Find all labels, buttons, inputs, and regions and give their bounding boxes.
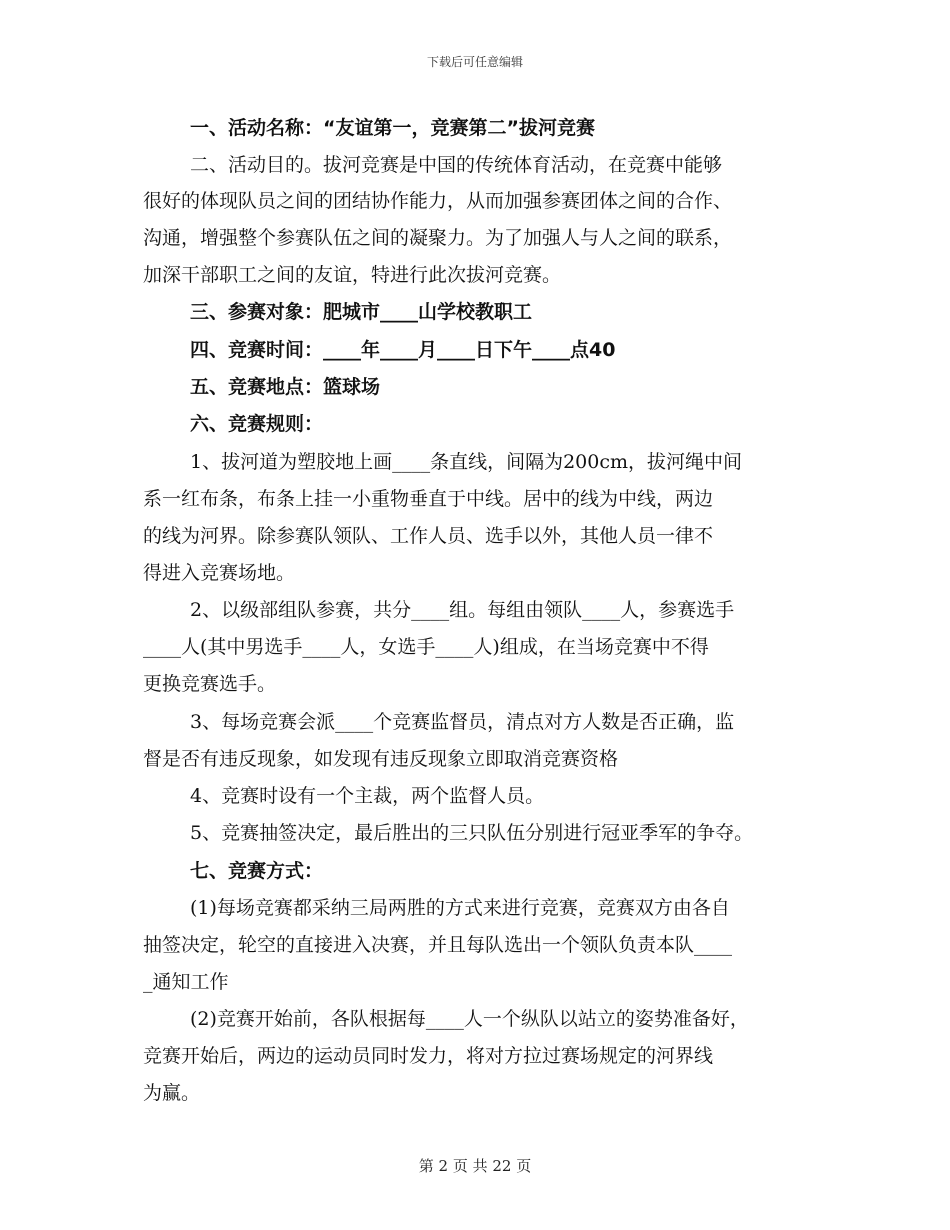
rule-2-line-2: ____人(其中男选手____人，女选手____人)组成，在当场竞赛中不得 <box>143 636 709 658</box>
method-1-line-3: _通知工作 <box>143 971 229 993</box>
section-2-line-2: 很好的体现队员之间的团结协作能力，从而加强参赛团体之间的合作、 <box>143 190 733 212</box>
section-7-method-heading: 七、竞赛方式： <box>190 860 324 882</box>
rule-3-line-2: 督是否有违反现象，如发现有违反现象立即取消竞赛资格 <box>143 748 619 770</box>
rule-2-line-3: 更换竞赛选手。 <box>143 673 277 695</box>
rule-5: 5、竞赛抽签决定，最后胜出的三只队伍分别进行冠亚季军的争夺。 <box>190 822 754 844</box>
rule-2-line-1: 2、以级部组队参赛，共分____组。每组由领队____人，参赛选手 <box>190 599 735 621</box>
rule-3-line-1: 3、每场竞赛会派____个竞赛监督员，清点对方人数是否正确，监 <box>190 711 735 733</box>
method-1-line-1: (1)每场竞赛都采纳三局两胜的方式来进行竞赛，竞赛双方由各自 <box>190 897 730 919</box>
method-2-line-1: (2)竞赛开始前，各队根据每____人一个纵队以站立的姿势准备好， <box>190 1008 749 1030</box>
section-3-participants: 三、参赛对象：肥城市____山学校教职工 <box>190 301 533 323</box>
section-2-line-4: 加深干部职工之间的友谊，特进行此次拔河竞赛。 <box>143 264 562 286</box>
section-2-line-1: 二、活动目的。拔河竞赛是中国的传统体育活动，在竞赛中能够 <box>190 154 723 176</box>
method-1-line-2: 抽签决定，轮空的直接进入决赛，并且每队选出一个领队负责本队____ <box>143 934 733 956</box>
rule-1-line-1: 1、拔河道为塑胶地上画____条直线，间隔为200cm，拔河绳中间 <box>190 451 743 473</box>
method-2-line-3: 为赢。 <box>143 1082 201 1104</box>
rule-4: 4、竞赛时设有一个主裁，两个监督人员。 <box>190 785 545 807</box>
section-5-venue: 五、竞赛地点：篮球场 <box>190 376 381 398</box>
rule-1-line-3: 的线为河界。除参赛队领队、工作人员、选手以外，其他人员一律不 <box>143 525 714 547</box>
page-header: 下载后可任意编辑 <box>426 55 523 69</box>
rule-1-line-4: 得进入竞赛场地。 <box>143 562 296 584</box>
section-6-rules-heading: 六、竞赛规则： <box>190 413 324 435</box>
method-2-line-2: 竞赛开始后，两边的运动员同时发力，将对方拉过赛场规定的河界线 <box>143 1045 714 1067</box>
section-1-activity-name: 一、活动名称：“友谊第一，竞赛第二”拔河竞赛 <box>190 117 595 139</box>
section-4-time: 四、竞赛时间：____年____月____日下午____点40 <box>190 339 616 361</box>
rule-1-line-2: 系一红布条，布条上挂一小重物垂直于中线。居中的线为中线，两边 <box>143 488 714 510</box>
section-2-line-3: 沟通，增强整个参赛队伍之间的凝聚力。为了加强人与人之间的联系， <box>143 227 733 249</box>
page-footer: 第 2 页 共 22 页 <box>418 1157 532 1175</box>
